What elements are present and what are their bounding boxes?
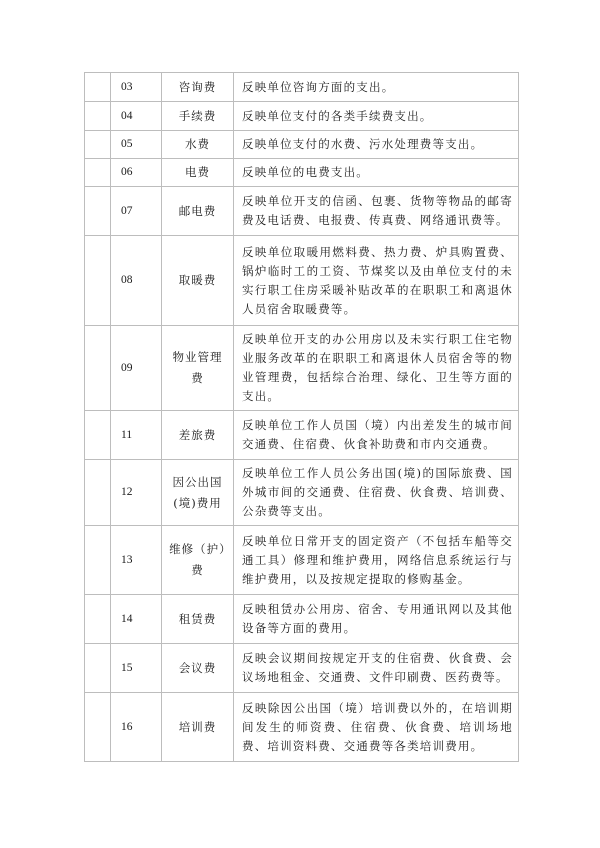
name-cell: 会议费 xyxy=(162,644,234,693)
code-cell: 11 xyxy=(111,411,162,460)
name-cell: 培训费 xyxy=(162,693,234,762)
code-cell: 16 xyxy=(111,693,162,762)
blank-cell xyxy=(85,131,111,159)
blank-cell xyxy=(85,326,111,411)
table-row xyxy=(85,411,519,460)
blank-cell xyxy=(85,187,111,236)
description-cell: 反映单位取暖用燃料费、热力费、炉具购置费、锅炉临时工的工资、节煤奖以及由单位支付的未实行职工住房采暖补贴改革的在职职工和离退休人员宿舍取暖费等。 xyxy=(234,236,519,326)
description-cell: 反映单位的电费支出。 xyxy=(234,159,519,187)
name-cell: 取暖费 xyxy=(162,236,234,326)
code-cell: 05 xyxy=(111,131,162,159)
name-cell: 邮电费 xyxy=(162,187,234,236)
blank-cell xyxy=(85,411,111,460)
code-cell: 06 xyxy=(111,159,162,187)
blank-cell xyxy=(85,595,111,644)
code-cell: 03 xyxy=(111,73,162,102)
blank-cell xyxy=(85,236,111,326)
blank-cell xyxy=(85,693,111,762)
table-row xyxy=(85,102,519,131)
code-cell: 14 xyxy=(111,595,162,644)
code-cell: 15 xyxy=(111,644,162,693)
name-cell: 差旅费 xyxy=(162,411,234,460)
description-cell: 反映单位支付的各类手续费支出。 xyxy=(234,102,519,131)
description-cell: 反映单位开支的信函、包裹、货物等物品的邮寄费及电话费、电报费、传真费、网络通讯费等。 xyxy=(234,187,519,236)
description-cell: 反映单位日常开支的固定资产（不包括车船等交通工具）修理和维护费用，网络信息系统运行与维护费用，以及按规定提取的修购基金。 xyxy=(234,526,519,595)
name-cell: 因公出国(境)费用 xyxy=(162,460,234,526)
table-row xyxy=(85,131,519,159)
table-row xyxy=(85,326,519,411)
code-cell: 09 xyxy=(111,326,162,411)
table-row xyxy=(85,595,519,644)
name-cell: 物业管理费 xyxy=(162,326,234,411)
table-row xyxy=(85,73,519,102)
table-row xyxy=(85,526,519,595)
table-row xyxy=(85,187,519,236)
name-cell: 维修（护）费 xyxy=(162,526,234,595)
code-cell: 13 xyxy=(111,526,162,595)
table-row xyxy=(85,236,519,326)
blank-cell xyxy=(85,526,111,595)
expense-table xyxy=(84,72,519,762)
blank-cell xyxy=(85,460,111,526)
name-cell: 电费 xyxy=(162,159,234,187)
description-cell: 反映单位咨询方面的支出。 xyxy=(234,73,519,102)
blank-cell xyxy=(85,644,111,693)
name-cell: 租赁费 xyxy=(162,595,234,644)
blank-cell xyxy=(85,102,111,131)
name-cell: 咨询费 xyxy=(162,73,234,102)
description-cell: 反映单位开支的办公用房以及未实行职工住宅物业服务改革的在职职工和离退休人员宿舍等的物业管理费，包括综合治理、绿化、卫生等方面的支出。 xyxy=(234,326,519,411)
name-cell: 手续费 xyxy=(162,102,234,131)
blank-cell xyxy=(85,73,111,102)
table-row xyxy=(85,460,519,526)
table-row xyxy=(85,159,519,187)
table-row xyxy=(85,644,519,693)
code-cell: 04 xyxy=(111,102,162,131)
description-cell: 反映单位工作人员国（境）内出差发生的城市间交通费、住宿费、伙食补助费和市内交通费。 xyxy=(234,411,519,460)
description-cell: 反映单位工作人员公务出国(境)的国际旅费、国外城市间的交通费、住宿费、伙食费、培训费、公杂费等支出。 xyxy=(234,460,519,526)
description-cell: 反映租赁办公用房、宿舍、专用通讯网以及其他设备等方面的费用。 xyxy=(234,595,519,644)
blank-cell xyxy=(85,159,111,187)
table-row xyxy=(85,693,519,762)
code-cell: 08 xyxy=(111,236,162,326)
code-cell: 12 xyxy=(111,460,162,526)
code-cell: 07 xyxy=(111,187,162,236)
name-cell: 水费 xyxy=(162,131,234,159)
description-cell: 反映除因公出国（境）培训费以外的，在培训期间发生的师资费、住宿费、伙食费、培训场地费、培训资料费、交通费等各类培训费用。 xyxy=(234,693,519,762)
description-cell: 反映会议期间按规定开支的住宿费、伙食费、会议场地租金、交通费、文件印刷费、医药费等。 xyxy=(234,644,519,693)
description-cell: 反映单位支付的水费、污水处理费等支出。 xyxy=(234,131,519,159)
